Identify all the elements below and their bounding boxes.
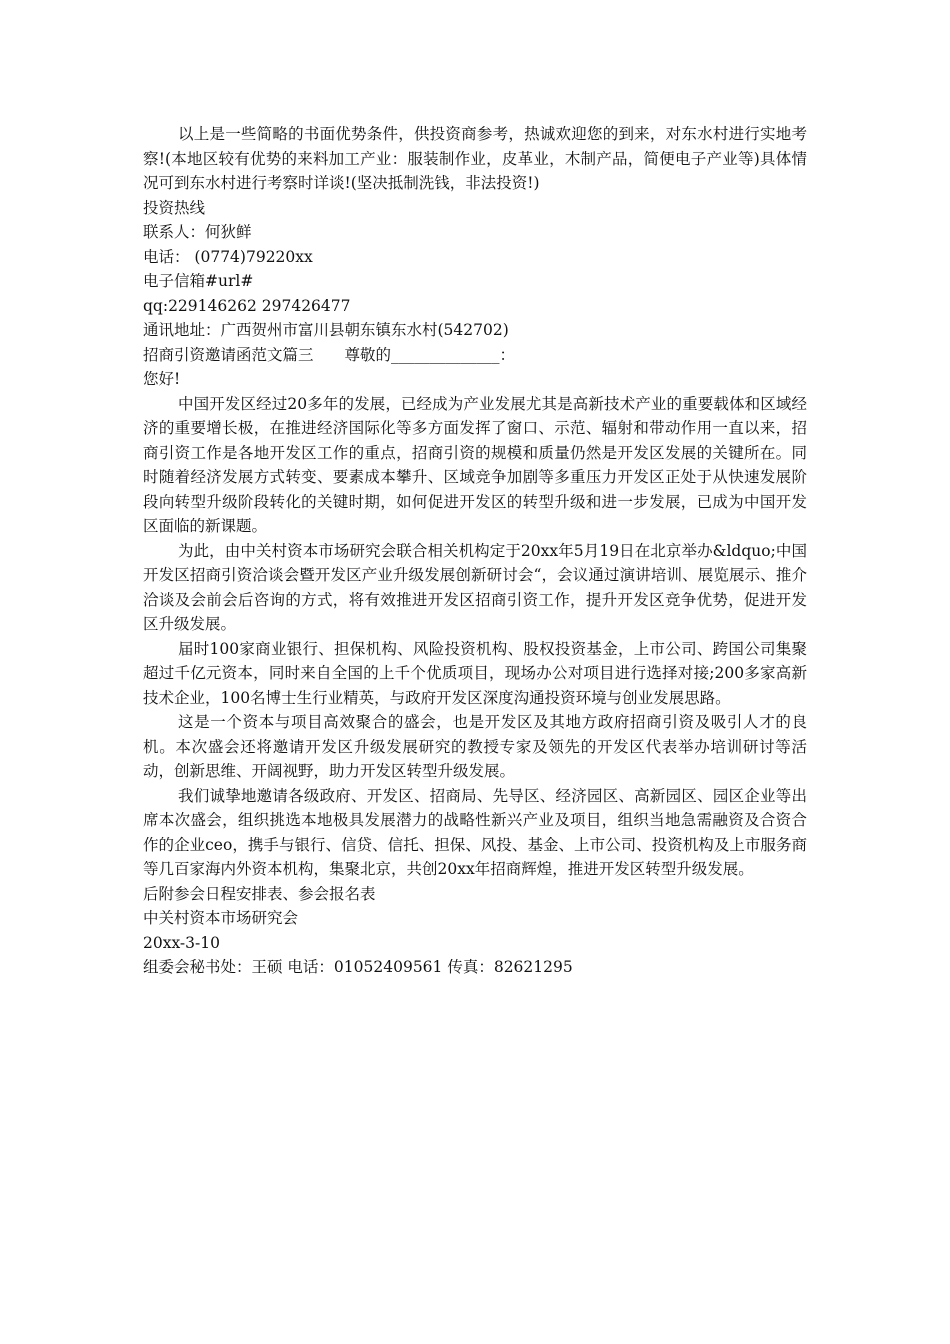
contact-address: 通讯地址：广西贺州市富川县朝东镇东水村(542702) [143, 321, 509, 339]
paragraph-significance: 这是一个资本与项目高效聚合的盛会，也是开发区及其地方政府招商引资及吸引人才的良机。本次盛会还将邀请开发区升级发展研究的教授专家及领先的开发区代表举办培训研讨等活动，创新思维、开阔视野，助力开发区转型升级发展。 [143, 713, 807, 780]
paragraph-background: 中国开发区经过20多年的发展，已经成为产业发展尤其是高新技术产业的重要载体和区域经济的重要增长极，在推进经济国际化等多方面发挥了窗口、示范、辐射和带动作用一直以来，招商引资工作是各地开发区工作的重点，招商引资的规模和质量仍然是开发区发展的关键所在。同时随着经济发展方式转变、要素成本攀升、区域竞争加剧等多重压力开发区正处于从快速发展阶段向转型升级阶段转化的关键时期，如何促进开发区的转型升级和进一步发展，已成为中国开发区面临的新课题。 [143, 394, 807, 535]
paragraph-participants: 届时100家商业银行、担保机构、风险投资机构、股权投资基金，上市公司、跨国公司集聚超过千亿元资本，同时来自全国的上千个优质项目，现场办公对项目进行选择对接;200多家高新技术企业，100名博士生行业精英，与政府开发区深度沟通投资环境与创业发展思路。 [143, 639, 807, 707]
hotline-heading: 投资热线 [143, 198, 206, 217]
paragraph-intro: 以上是一些简略的书面优势条件，供投资商参考，热诚欢迎您的到来，对东水村进行实地考察!(本地区较有优势的来料加工产业：服装制作业，皮革业，木制产品，简便电子产业等)具体情况可到东水村进行考察时详谈!(坚决抵制洗钱，非法投资!) [143, 125, 807, 192]
signature-date: 20xx-3-10 [143, 933, 220, 952]
paragraph-invitation: 我们诚挚地邀请各级政府、开发区、招商局、先导区、经济园区、高新园区、园区企业等出席本次盛会，组织挑选本地极具发展潜力的战略性新兴产业及项目，组织当地急需融资及合资合作的企业ceo，携手与银行、信贷、信托、担保、风投、基金、上市公司、投资机构及上市服务商等几百家海内外资本机构，集聚北京，共创20xx年招商辉煌，推进开发区转型升级发展。 [143, 786, 807, 878]
contact-qq: qq:229146262 297426477 [143, 296, 351, 315]
secretariat-contact: 组委会秘书处：王硕 电话：01052409561 传真：82621295 [143, 958, 573, 976]
contact-person: 联系人：何狄鲜 [143, 223, 252, 241]
signature-organization: 中关村资本市场研究会 [143, 909, 299, 927]
contact-phone: 电话： (0774)79220xx [143, 247, 313, 266]
attachment-note: 后附参会日程安排表、参会报名表 [143, 884, 376, 903]
paragraph-event: 为此，由中关村资本市场研究会联合相关机构定于20xx年5月19日在北京举办&ldquo;中国开发区招商引资洽谈会暨开发区产业升级发展创新研讨会“，会议通过演讲培训、展览展示、推介洽谈及会前会后咨询的方式，将有效推进开发区招商引资工作，提升开发区竞争优势，促进开发区升级发展。 [143, 541, 807, 633]
contact-email: 电子信箱#url# [143, 272, 254, 290]
document-body [143, 122, 807, 980]
section-heading-and-salutation: 招商引资邀请函范文篇三 尊敬的______________： [143, 345, 516, 364]
greeting: 您好! [143, 370, 181, 388]
